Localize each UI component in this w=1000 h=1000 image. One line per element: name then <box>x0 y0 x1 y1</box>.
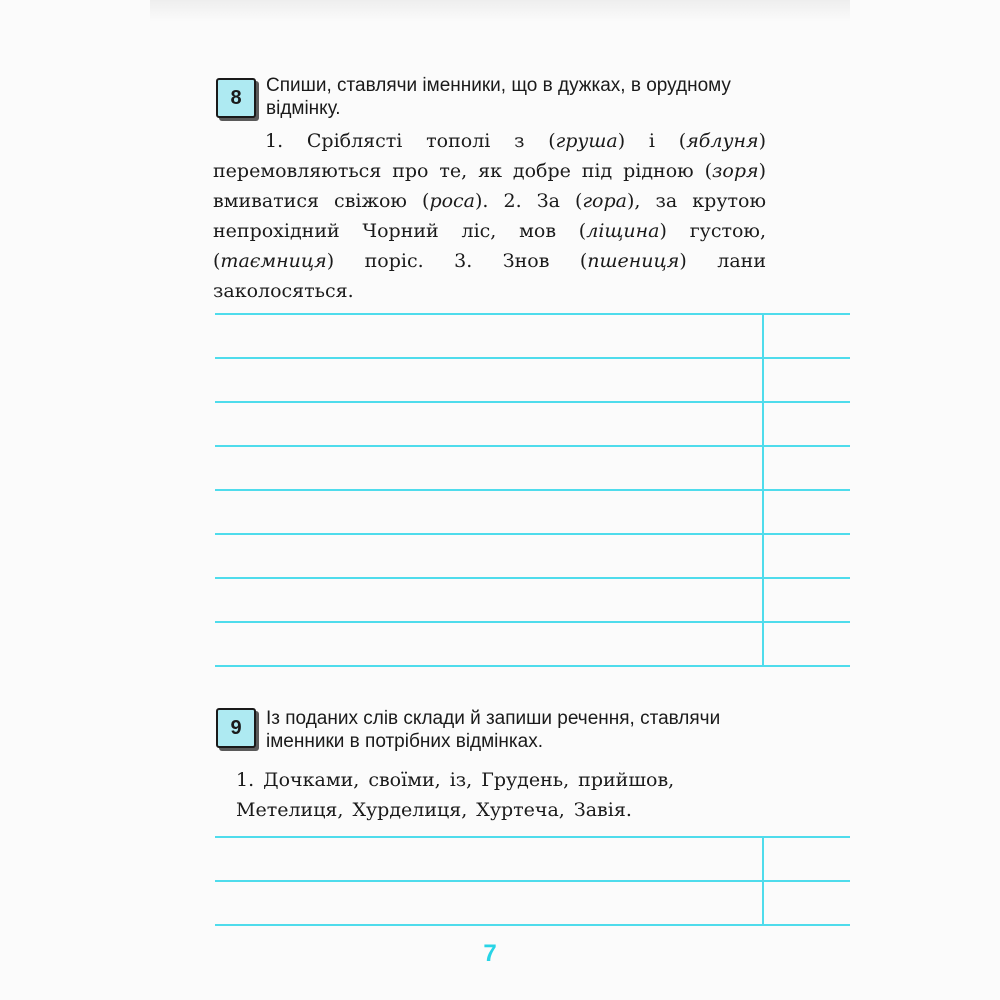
text-segment: ) лани заколосяться. <box>213 250 766 302</box>
writing-line <box>215 880 850 882</box>
bracketed-noun: пшениця <box>587 250 680 272</box>
bracketed-noun: яблуня <box>686 130 759 152</box>
writing-line <box>215 665 850 667</box>
exercise-instruction: Із поданих слів склади й запиши речення, ставлячи іменники в потрібних відмінках. <box>266 708 721 752</box>
writing-line <box>215 621 850 623</box>
writing-lines[interactable] <box>215 836 850 928</box>
writing-lines[interactable] <box>215 313 850 668</box>
text-segment: ), за крутою непрохідний Чорний ліс, мов ( <box>213 190 766 242</box>
text-segment: ) вмиватися свіжою ( <box>213 160 766 212</box>
exercise-instruction: Спиши, ставлячи іменники, що в дужках, в орудному відмінку. <box>266 75 731 119</box>
top-strip <box>150 0 850 22</box>
bracketed-noun: ліщина <box>586 220 660 242</box>
writing-line <box>215 489 850 491</box>
writing-line <box>215 836 850 838</box>
margin-line <box>762 313 764 667</box>
writing-line <box>215 577 850 579</box>
writing-line <box>215 357 850 359</box>
text-segment: 1. Сріблясті тополі з ( <box>265 130 556 152</box>
bracketed-noun: гора <box>582 190 627 212</box>
exercise-number-badge: 9 <box>216 708 256 748</box>
margin-line <box>762 836 764 926</box>
writing-line <box>215 401 850 403</box>
exercise-text: 1. Дочками, своїми, із, Грудень, прийшов, Метелиця, Хурделиця, Хуртеча, Завія. <box>236 769 675 821</box>
text-segment: ) поріс. 3. Знов ( <box>326 250 588 272</box>
writing-line <box>215 533 850 535</box>
text-segment: ) перемовляються про те, як добре під рідною ( <box>213 130 767 182</box>
exercise-number-badge: 8 <box>216 78 256 118</box>
bracketed-noun: груша <box>555 130 618 152</box>
bracketed-noun: зоря <box>712 160 759 182</box>
writing-line <box>215 313 850 315</box>
exercise-text <box>213 126 766 306</box>
text-segment: ) густою, ( <box>213 220 766 272</box>
writing-line <box>215 924 850 926</box>
page-number: 7 <box>483 940 497 967</box>
bracketed-noun: таємниця <box>220 250 327 272</box>
text-segment: ). 2. За ( <box>475 190 583 212</box>
writing-line <box>215 445 850 447</box>
bracketed-noun: роса <box>429 190 476 212</box>
text-segment: ) і ( <box>617 130 687 152</box>
